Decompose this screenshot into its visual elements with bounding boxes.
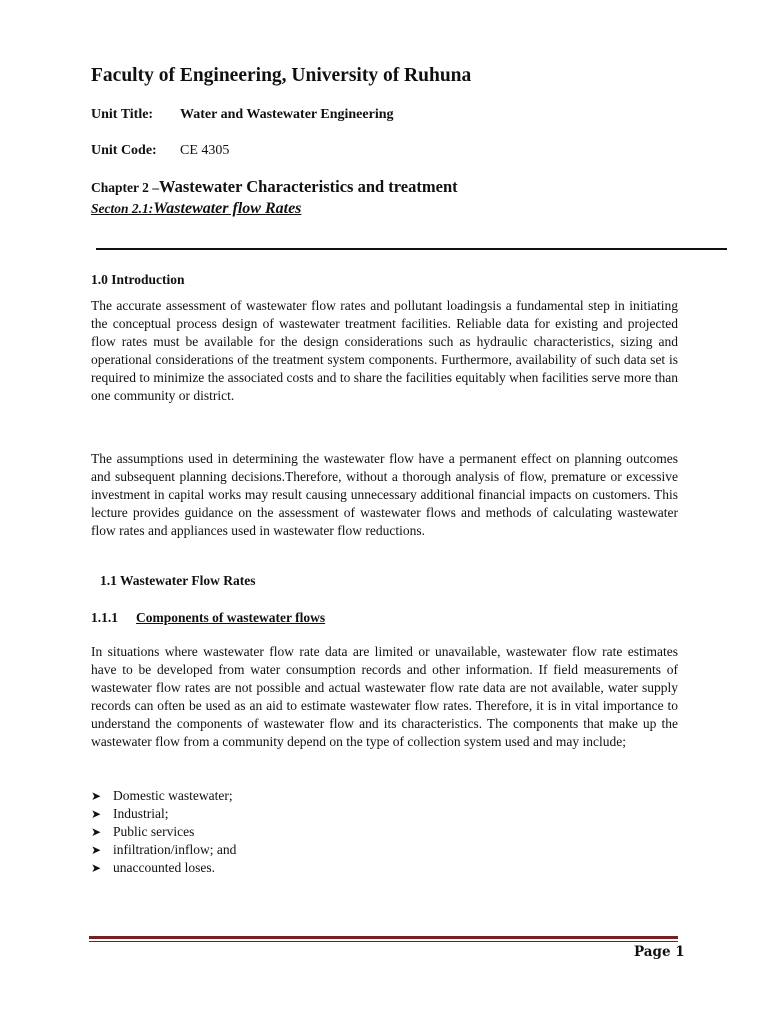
section-heading bbox=[91, 200, 301, 218]
arrowhead-bullet-icon: ➤ bbox=[91, 825, 102, 839]
chapter-prefix: Chapter 2 – bbox=[91, 180, 160, 195]
list-item: ➤ unaccounted loses. bbox=[91, 860, 215, 875]
list-item: ➤ Industrial; bbox=[91, 806, 169, 821]
list-item: ➤ Domestic wastewater; bbox=[91, 788, 233, 803]
faculty-heading: Faculty of Engineering, University of Ruhuna bbox=[91, 65, 472, 86]
footer-divider-thick bbox=[89, 936, 678, 939]
section-1-1-heading: 1.1 Wastewater Flow Rates bbox=[100, 573, 256, 588]
arrowhead-bullet-icon: ➤ bbox=[91, 789, 102, 803]
section-title: Wastewater flow Rates bbox=[153, 200, 302, 217]
list-item: ➤ infiltration/inflow; and bbox=[91, 842, 237, 857]
section-prefix: Secton 2.1: bbox=[91, 201, 154, 216]
unit-title-value: Water and Wastewater Engineering bbox=[180, 107, 394, 122]
components-paragraph: In situations where wastewater flow rate data are limited or unavailable, wastewater flow rate estimates have to be developed from water consumption records and other information. If field measurements of wastewater flow rates are not possible and actual wastewater flow rate data are not available, water supply records can often be used as an aid to estimate wastewater flow rates. Therefore, it is in vital importance to understand the components of wastewater flow and its characteristics. The components that make up the wastewater flow from a community depend on the type of collection system used and may include; bbox=[91, 644, 678, 749]
section-1-1-1-title: Components of wastewater flows bbox=[136, 610, 326, 625]
arrowhead-bullet-icon: ➤ bbox=[91, 861, 102, 875]
unit-code-label: Unit Code: bbox=[91, 143, 157, 158]
intro-paragraph-1: The accurate assessment of wastewater flow rates and pollutant loadingsis a fundamental step in initiating the conceptual process design of wastewater treatment facilities. Reliable data for existing and projected flow rates must be available for the design considerations such as hydraulic characteristics, sizing and operational considerations of the treatment system components. Furthermore, availability of such data set is required to minimize the associated costs and to share the facilities equitably when facilities serve more than one community or district. bbox=[91, 298, 678, 403]
section-1-1-1-heading bbox=[91, 610, 325, 626]
unit-title-label: Unit Title: bbox=[91, 107, 154, 122]
arrowhead-bullet-icon: ➤ bbox=[91, 843, 102, 857]
page-number: Page 1 bbox=[634, 944, 685, 960]
header-divider bbox=[96, 248, 727, 250]
unit-code-value: CE 4305 bbox=[180, 143, 230, 158]
unit-code-row bbox=[91, 143, 229, 159]
components-list bbox=[91, 787, 236, 877]
chapter-title: Wastewater Characteristics and treatment bbox=[159, 177, 458, 196]
list-item: ➤ Public services bbox=[91, 824, 195, 839]
intro-heading: 1.0 Introduction bbox=[91, 272, 185, 287]
arrowhead-bullet-icon: ➤ bbox=[91, 807, 102, 821]
section-1-1-1-number: 1.1.1 bbox=[91, 610, 118, 625]
unit-title-row bbox=[91, 107, 394, 123]
intro-paragraph-2: The assumptions used in determining the wastewater flow have a permanent effect on planning outcomes and subsequent planning decisions.Therefore, without a thorough analysis of flow, premature or excessive investment in capital works may result causing unnecessary additional financial impacts on customers. This lecture provides guidance on the assessment of wastewater flows and methods of calculating wastewater flow rates and appliances used in wastewater flow reductions. bbox=[91, 451, 678, 538]
footer-divider-thin bbox=[89, 941, 678, 942]
chapter-heading bbox=[91, 177, 458, 197]
